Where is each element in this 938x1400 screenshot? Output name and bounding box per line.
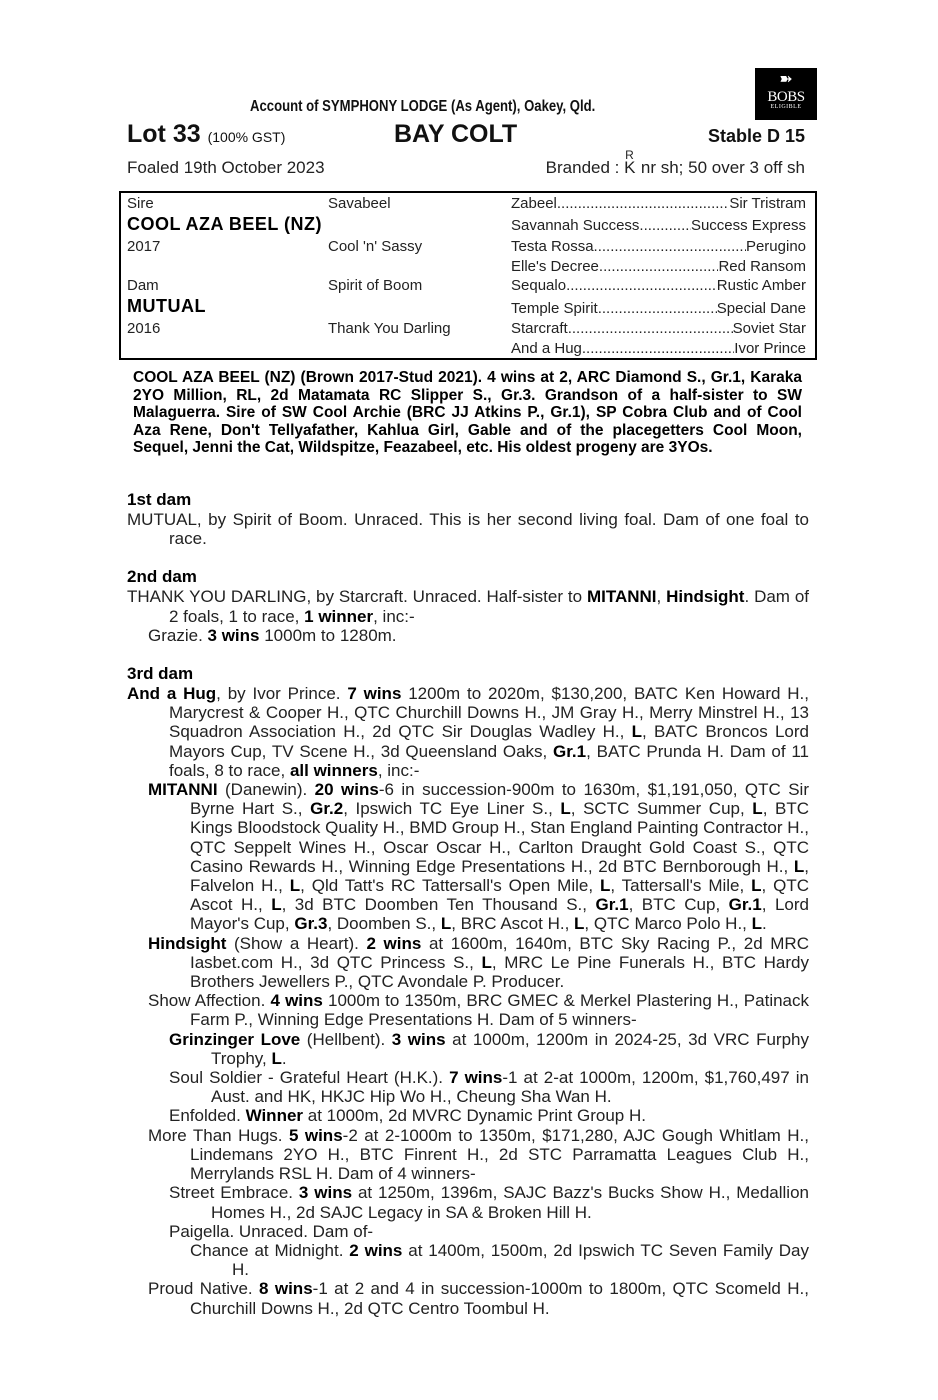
pedigree-table <box>119 191 817 360</box>
progeny-entry-show-affection: Show Affection. 4 wins 1000m to 1350m, BRC GMEC & Merkel Plastering H., Patinack Farm P., Winning Edge Presentations H. Dam of 5 winners- <box>148 991 810 1030</box>
dam-sire: Spirit of Boom <box>328 277 423 294</box>
lot-label: Lot 33 <box>127 120 201 148</box>
leader-dots <box>598 300 717 317</box>
leader-dots <box>639 217 691 234</box>
gp-right: Success Express <box>690 217 806 234</box>
grandparent-row <box>511 238 806 255</box>
grandparent-row <box>511 277 806 294</box>
horse-head-icon: ➽ <box>779 71 793 88</box>
grandparent-row <box>511 217 806 234</box>
first-dam-text: MUTUAL, by Spirit of Boom. Unraced. This is her second living foal. Dam of one foal to race. <box>127 510 809 549</box>
dam-year: 2016 <box>127 320 161 337</box>
progeny-entry-mitanni: MITANNI (Danewin). 20 wins-6 in succession-900m to 1630m, $1,191,050, QTC Sir Byrne Hart S., Gr.2, Ipswich TC Eye Liner S., L, SCTC Summer Cup, L, BTC Kings Bloodstock Quality H., BMD Group H., Stan England Painting Contractor H., QTC Seppelt Wines H., Oscar Oscar H., Carlton Draught Gold Coast S., QTC Casino Rewards H., Winning Edge Presentations H., 2d BTC Bernborough H., L, Falvelon H., L, Qld Tatt's RC Tattersall's Open Mile, L, Tattersall's Mile, L, QTC Ascot H., L, 3d BTC Doomben Ten Thousand S., Gr.1, BTC Cup, Gr.1, Lord Mayor's Cup, Gr.3, Doomben S., L, BRC Ascot H., L, QTC Marco Polo H., L. <box>148 780 810 934</box>
leader-dots <box>582 340 734 357</box>
catalogue-body <box>127 490 809 1318</box>
progeny-entry-more-than-hugs: More Than Hugs. 5 wins-2 at 2-1000m to 1350m, $171,280, AJC Gough Whitlam H., Lindemans 2YO H., BTC Finrent H., 2d STC Parramatta Leagues Club H., Merrylands RSL H. Dam of 4 winners- <box>148 1125 809 1184</box>
progeny-entry-chance-at-midnight: Chance at Midnight. 2 wins at 1400m, 1500m, 2d Ipswich TC Seven Family Day H. <box>190 1240 810 1280</box>
gp-left: And a Hug <box>511 340 582 357</box>
gp-left: Elle's Decree <box>511 258 599 275</box>
gst-label: (100% GST) <box>207 129 286 145</box>
sire-dam: Cool 'n' Sassy <box>328 238 423 255</box>
dam-label: Dam <box>127 277 159 294</box>
grandparent-row <box>511 195 806 212</box>
stable-label: Stable D 15 <box>707 126 805 146</box>
gp-left: Temple Spirit <box>511 300 598 317</box>
brand-top: R <box>625 148 634 162</box>
third-dam-text: And a Hug, by Ivor Prince. 7 wins 1200m to 2020m, $130,200, BATC Ken Howard H., Marycrest & Cooper H., QTC Churchill Downs H., JM Gray H., Merry Minstrel H., 13 Squadron Association H., 2d QTC Sir Douglas Wadley H., L, BATC Broncos Lord Mayors Cup, TV Scene H., 3d Queensland Oaks, Gr.1, BATC Prunda H. Dam of 11 foals, 8 to race, all winners, inc:- <box>127 684 809 780</box>
gp-right: Rustic Amber <box>716 277 806 294</box>
dam-name: MUTUAL <box>127 296 206 316</box>
sire-label: Sire <box>127 195 154 212</box>
first-dam-heading: 1st dam <box>127 490 192 509</box>
bobs-eligible-logo <box>755 68 817 120</box>
sire-name: COOL AZA BEEL (NZ) <box>127 214 322 234</box>
foaled-date: Foaled 19th October 2023 <box>127 158 325 177</box>
sire-summary: COOL AZA BEEL (NZ) (Brown 2017-Stud 2021). 4 wins at 2, ARC Diamond S., Gr.1, Karaka 2YO Million, RL, 2d Matamata RC Slipper S., Gr.3. Grandson of a half-sister to SW Malaguerra. Sire of SW Cool Archie (BRC JJ Atkins P., Gr.1), SP Cobra Club and of Cool Aza Rene, Don't Tellyafather, Kahlua Girl, Gable and of the placegetters Cool Moon, Sequel, Jenni the Cat, Wildspitze, Feazabeel, etc. His oldest progeny are 3YOs. <box>133 369 802 457</box>
gp-left: Savannah Success <box>511 217 640 234</box>
progeny-entry-paigella: Paigella. Unraced. Dam of- <box>169 1221 374 1241</box>
gp-right: Ivor Prince <box>734 340 806 357</box>
gp-right: Special Dane <box>716 300 806 317</box>
progeny-entry: Grazie. 3 wins 1000m to 1280m. <box>148 625 397 645</box>
progeny-entry-hindsight: Hindsight (Show a Heart). 2 wins at 1600m, 1640m, BTC Sky Racing P., 2d MRC Iasbet.com H., 3d QTC Princess S., L, MRC Le Pine Funerals H., BTC Hardy Brothers Jewellers P., QTC Avondale P. Producer. <box>148 933 809 992</box>
leader-dots <box>599 258 719 275</box>
gp-left: Starcraft <box>511 320 568 337</box>
third-dam-heading: 3rd dam <box>127 664 194 684</box>
progeny-entry-street-embrace: Street Embrace. 3 wins at 1250m, 1396m, SAJC Bazz's Bucks Show H., Medallion Homes H., 2d SAJC Legacy in SA & Broken Hill H. <box>169 1183 809 1222</box>
gp-right: Sir Tristram <box>729 195 806 212</box>
vendor-account: Account of SYMPHONY LODGE (As Agent), Oakey, Qld. <box>250 98 596 115</box>
dam-dam: Thank You Darling <box>328 320 451 337</box>
sire-sire: Savabeel <box>328 195 391 212</box>
gp-left: Zabeel <box>511 195 557 212</box>
brand-bottom: K <box>624 158 636 177</box>
progeny-entry-grinzinger-love: Grinzinger Love (Hellbent). 3 wins at 1000m, 1200m in 2024-25, 3d VRC Furphy Trophy, L. <box>169 1029 809 1068</box>
gp-right: Perugino <box>745 238 806 255</box>
grandparent-row <box>511 320 806 337</box>
leader-dots <box>557 195 729 212</box>
branded-suffix: nr sh; 50 over 3 off sh <box>640 158 805 177</box>
gp-left: Sequalo <box>511 277 567 294</box>
progeny-entry-enfolded: Enfolded. Winner at 1000m, 2d MVRC Dynamic Print Group H. <box>169 1106 646 1126</box>
leader-dots <box>566 277 717 294</box>
logo-line2: ELIGIBLE <box>770 104 802 110</box>
grandparent-row <box>511 340 806 357</box>
progeny-entry-soul-soldier: Soul Soldier - Grateful Heart (H.K.). 7 wins-1 at 2-at 1000m, 1200m, $1,760,497 in Aust. and HK, HKJC Hip Wo H., Cheung Sha Wan H. <box>169 1068 809 1107</box>
second-dam-heading: 2nd dam <box>127 567 197 587</box>
lot-title: BAY COLT <box>394 120 518 148</box>
leader-dots <box>568 320 733 337</box>
branded-prefix: Branded : <box>545 158 620 177</box>
grandparent-row <box>511 300 806 317</box>
branded-info <box>545 148 805 178</box>
brand-mark <box>624 148 636 178</box>
logo-line1: BOBS <box>767 89 805 105</box>
gp-left: Testa Rossa <box>511 238 594 255</box>
gp-right: Red Ransom <box>718 258 806 275</box>
lot-number <box>127 120 285 149</box>
grandparent-row <box>511 258 806 275</box>
leader-dots <box>594 238 746 255</box>
gp-right: Soviet Star <box>732 320 806 337</box>
sire-year: 2017 <box>127 238 161 255</box>
progeny-entry-proud-native: Proud Native. 8 wins-1 at 2 and 4 in succession-1000m to 1800m, QTC Scomeld H., Churchill Downs H., 2d QTC Centro Toombul H. <box>148 1279 809 1318</box>
second-dam-text: THANK YOU DARLING, by Starcraft. Unraced. Half-sister to MITANNI, Hindsight. Dam of 2 foals, 1 to race, 1 winner, inc:- <box>127 587 810 626</box>
lot-header <box>127 120 809 152</box>
